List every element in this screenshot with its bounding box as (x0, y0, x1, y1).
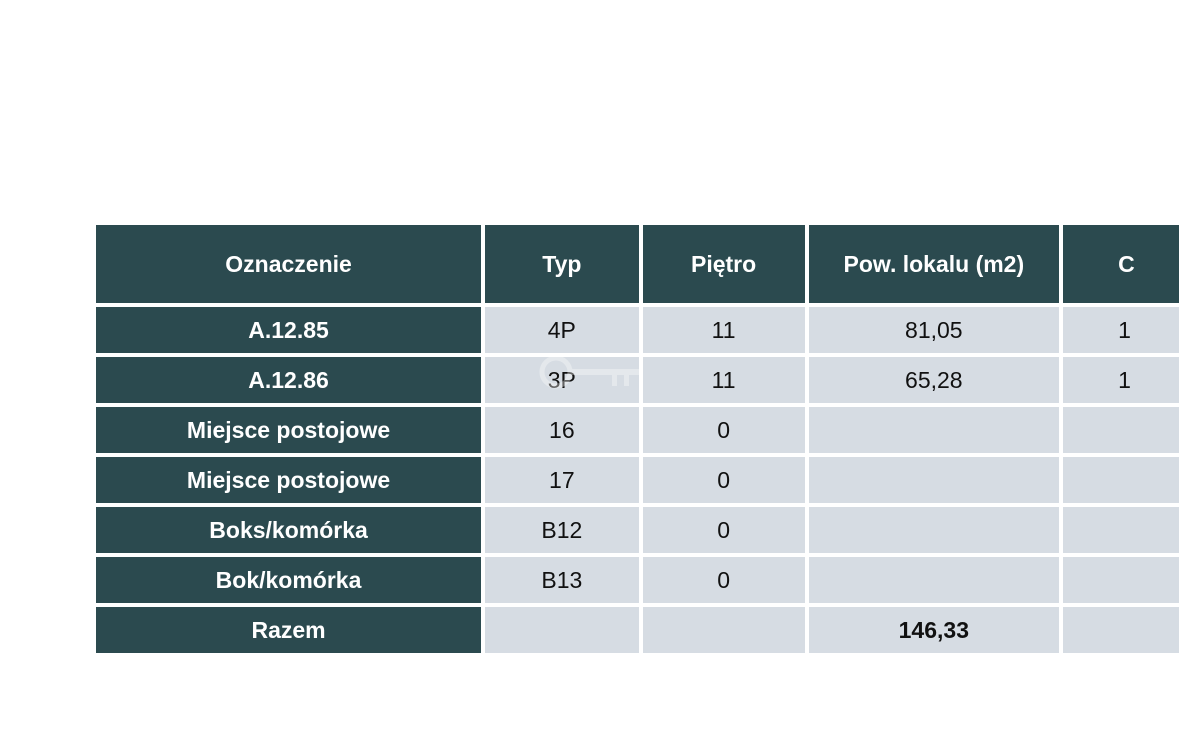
total-type (485, 607, 639, 653)
row-label: A.12.86 (96, 357, 481, 403)
cell-type: B13 (485, 557, 639, 603)
cell-area (809, 457, 1060, 503)
row-label: Bok/komórka (96, 557, 481, 603)
table-header-row (96, 225, 1179, 303)
cell-area: 81,05 (809, 307, 1060, 353)
table-row (96, 407, 1179, 453)
table-row (96, 307, 1179, 353)
cell-cut-off (1063, 557, 1179, 603)
table-row (96, 507, 1179, 553)
row-label: Boks/komórka (96, 507, 481, 553)
header-pow-lokalu: Pow. lokalu (m2) (809, 225, 1060, 303)
key-icon (538, 348, 642, 396)
cell-floor: 0 (643, 507, 805, 553)
cell-type: 4P (485, 307, 639, 353)
cell-floor: 11 (643, 307, 805, 353)
cell-cut-off (1063, 507, 1179, 553)
cell-type: 16 (485, 407, 639, 453)
header-cut-off: C (1063, 225, 1179, 303)
cell-cut-off (1063, 407, 1179, 453)
cell-type: 3P (485, 357, 639, 403)
cell-cut-off: 1 (1063, 307, 1179, 353)
cell-area: 65,28 (809, 357, 1060, 403)
total-area: 146,33 (809, 607, 1060, 653)
cell-cut-off: 1 (1063, 357, 1179, 403)
table-row (96, 557, 1179, 603)
cell-floor: 0 (643, 457, 805, 503)
total-floor (643, 607, 805, 653)
apartment-table-container (96, 225, 1179, 653)
header-pietro: Piętro (643, 225, 805, 303)
total-cut-off (1063, 607, 1179, 653)
cell-cut-off (1063, 457, 1179, 503)
apartment-table (92, 221, 1179, 657)
table-row (96, 457, 1179, 503)
total-label: Razem (96, 607, 481, 653)
cell-area (809, 507, 1060, 553)
cell-floor: 11 (643, 357, 805, 403)
row-label: A.12.85 (96, 307, 481, 353)
header-oznaczenie: Oznaczenie (96, 225, 481, 303)
total-row (96, 607, 1179, 653)
cell-type: 17 (485, 457, 639, 503)
header-typ: Typ (485, 225, 639, 303)
cell-floor: 0 (643, 557, 805, 603)
row-label: Miejsce postojowe (96, 457, 481, 503)
cell-area (809, 557, 1060, 603)
cell-area (809, 407, 1060, 453)
cell-type: B12 (485, 507, 639, 553)
cell-floor: 0 (643, 407, 805, 453)
row-label: Miejsce postojowe (96, 407, 481, 453)
